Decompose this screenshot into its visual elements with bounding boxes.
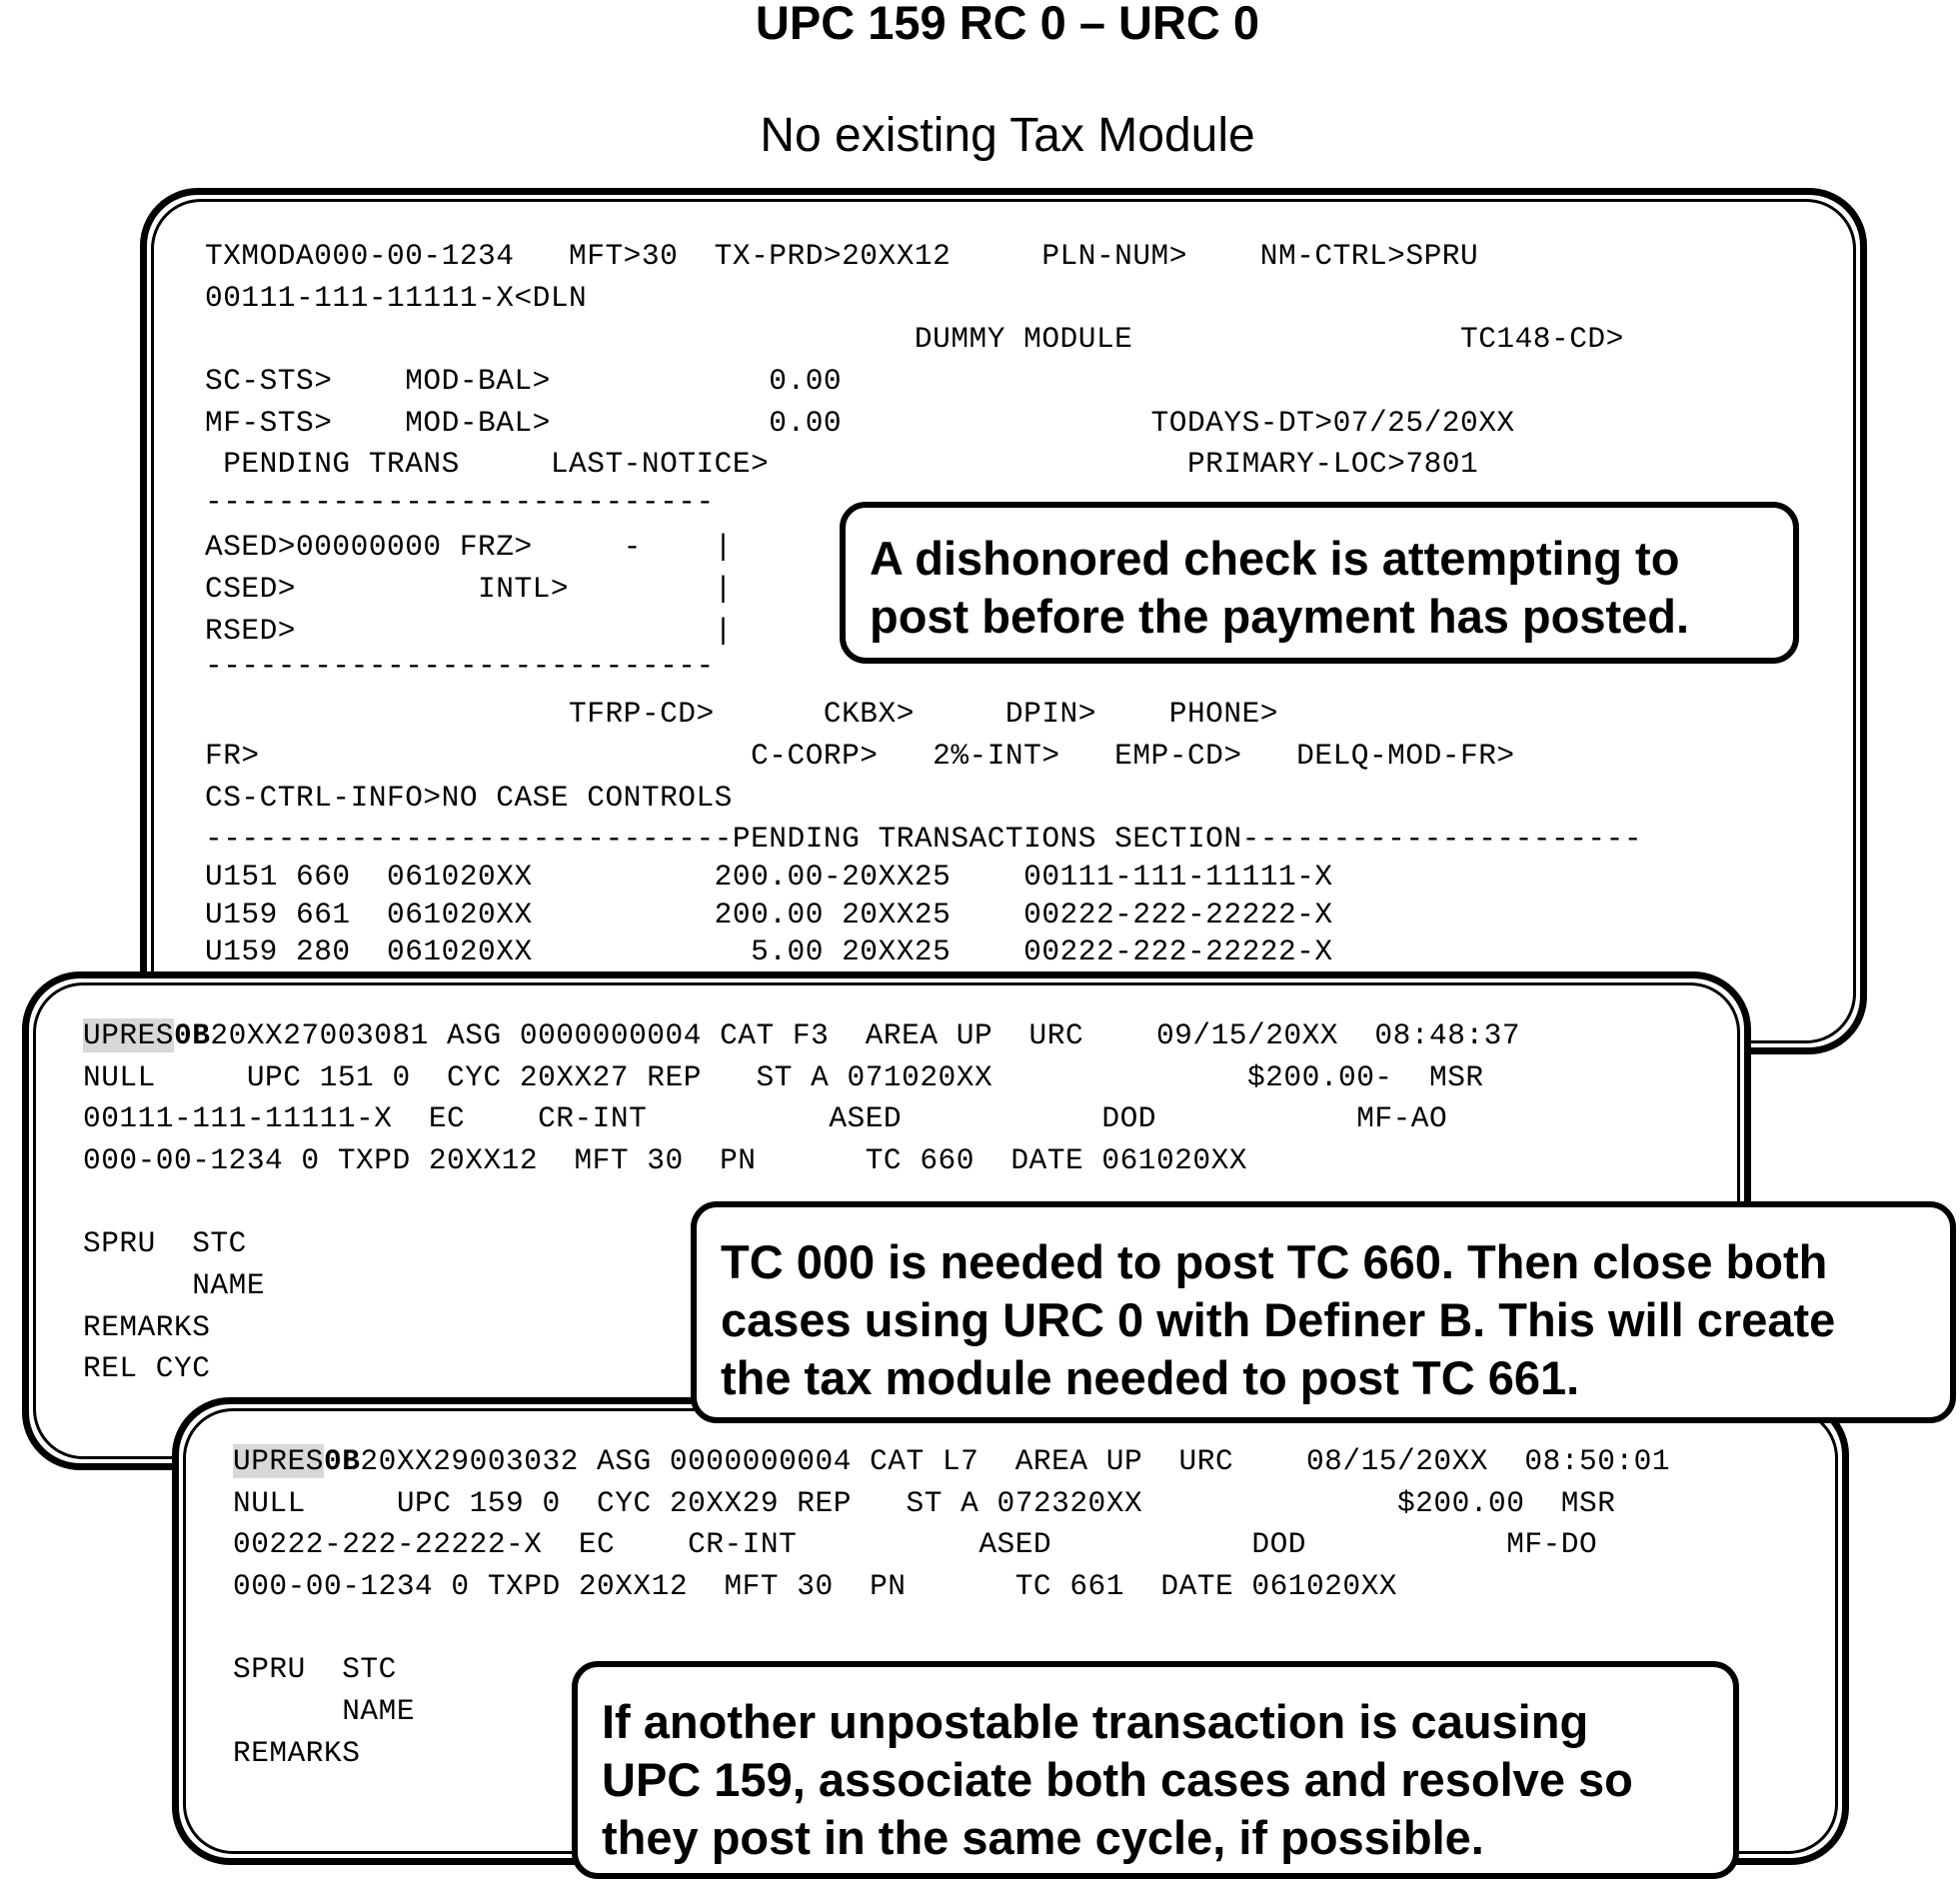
txmod-line: 00111-111-11111-X<DLN <box>205 281 588 315</box>
callout-line: If another unpostable transaction is causing <box>602 1695 1589 1748</box>
pending-transaction-row: U151 660 061020XX 200.00-20XX25 00111-111-11111-X <box>205 860 1333 894</box>
callout-associate-cases <box>572 1661 1739 1879</box>
upres-definer: 0B <box>174 1018 211 1052</box>
callout-line: post before the payment has posted. <box>870 590 1690 643</box>
upres-header-rest: 20XX27003081 ASG 0000000004 CAT F3 AREA UP URC 09/15/20XX 08:48:37 <box>210 1018 1521 1052</box>
upres-field-rel-cyc: REL CYC <box>83 1351 211 1385</box>
upres-line: 000-00-1234 0 TXPD 20XX12 MFT 30 PN TC 661 DATE 061020XX <box>233 1569 1397 1603</box>
upres-field-spru: SPRU STC <box>233 1652 397 1686</box>
upres-command: UPRES <box>83 1018 175 1052</box>
upres-header-line <box>83 1018 1520 1052</box>
txmod-line: TFRP-CD> CKBX> DPIN> PHONE> <box>205 697 1278 731</box>
txmod-line: MF-STS> MOD-BAL> 0.00 TODAYS-DT>07/25/20XX <box>205 406 1515 440</box>
upres-line: 00111-111-11111-X EC CR-INT ASED DOD MF-AO <box>83 1101 1448 1135</box>
txmod-line: SC-STS> MOD-BAL> 0.00 <box>205 364 843 398</box>
callout-line: cases using URC 0 with Definer B. This will create <box>721 1293 1836 1346</box>
txmod-line: DUMMY MODULE TC148-CD> <box>205 322 1624 356</box>
txmod-line: TXMODA000-00-1234 MFT>30 TX-PRD>20XX12 PLN-NUM> NM-CTRL>SPRU <box>205 239 1479 273</box>
upres-line: NULL UPC 159 0 CYC 20XX29 REP ST A 072320XX $200.00 MSR <box>233 1486 1616 1520</box>
callout-line: the tax module needed to post TC 661. <box>721 1351 1580 1404</box>
upres-command: UPRES <box>233 1444 325 1478</box>
callout-dishonored-check <box>840 502 1799 664</box>
txmod-line: PENDING TRANS LAST-NOTICE> PRIMARY-LOC>7801 <box>205 447 1479 481</box>
txmod-line: ---------------------------- <box>205 485 715 519</box>
txmod-line: CS-CTRL-INFO>NO CASE CONTROLS <box>205 781 733 815</box>
callout-line: A dishonored check is attempting to <box>870 532 1680 585</box>
upres-field-name: NAME <box>83 1268 266 1302</box>
upres-line: 000-00-1234 0 TXPD 20XX12 MFT 30 PN TC 660 DATE 061020XX <box>83 1143 1247 1177</box>
upres-definer: 0B <box>324 1444 361 1478</box>
upres-field-name: NAME <box>233 1694 416 1728</box>
upres-line: 00222-222-22222-X EC CR-INT ASED DOD MF-DO <box>233 1527 1598 1561</box>
upres-field-spru: SPRU STC <box>83 1226 247 1260</box>
txmod-line: FR> C-CORP> 2%-INT> EMP-CD> DELQ-MOD-FR> <box>205 739 1515 773</box>
pending-transaction-row: U159 280 061020XX 5.00 20XX25 00222-222-22222-X <box>205 935 1333 968</box>
callout-tc000-needed <box>691 1201 1956 1423</box>
pending-transaction-row: U159 661 061020XX 200.00 20XX25 00222-222-22222-X <box>205 898 1333 932</box>
upres-line: NULL UPC 151 0 CYC 20XX27 REP ST A 071020XX $200.00- MSR <box>83 1060 1484 1094</box>
callout-line: they post in the same cycle, if possible. <box>602 1811 1484 1864</box>
upres-header-rest: 20XX29003032 ASG 0000000004 CAT L7 AREA UP URC 08/15/20XX 08:50:01 <box>360 1444 1671 1478</box>
page-subtitle: No existing Tax Module <box>760 109 1255 162</box>
upres-field-remarks: REMARKS <box>83 1310 211 1344</box>
txmod-line: ---------------------------- <box>205 649 715 683</box>
txmod-line: CSED> INTL> | <box>205 572 733 606</box>
pending-transactions-header: -----------------------------PENDING TRANSACTIONS SECTION---------------------- <box>205 822 1643 856</box>
upres-field-remarks: REMARKS <box>233 1736 361 1770</box>
callout-line: TC 000 is needed to post TC 660. Then close both <box>721 1235 1828 1288</box>
txmod-line: RSED> | <box>205 614 733 648</box>
page-title: UPC 159 RC 0 – URC 0 <box>755 0 1260 49</box>
txmod-line: ASED>00000000 FRZ> - | <box>205 530 733 564</box>
callout-line: UPC 159, associate both cases and resolve so <box>602 1753 1633 1806</box>
upres-header-line <box>233 1444 1670 1478</box>
